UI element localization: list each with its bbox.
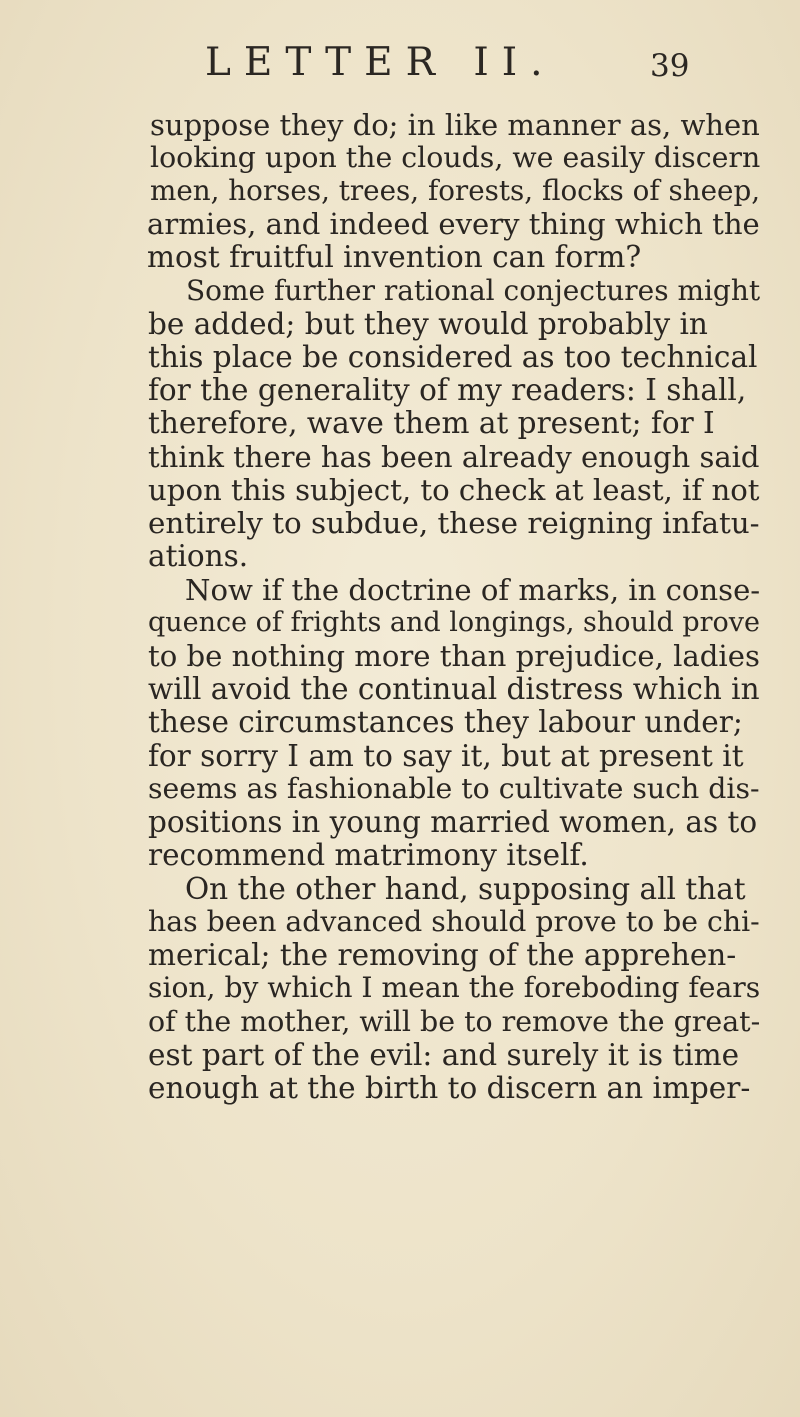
text-line: ations.: [148, 539, 249, 573]
text-line: quence of frights and longings, should prove: [148, 607, 761, 638]
text-line: for the generality of my readers: I shall,: [148, 373, 747, 407]
text-line: upon this subject, to check at least, if not: [148, 473, 760, 507]
text-line: suppose they do; in like manner as, when: [150, 108, 760, 142]
running-head-title: LETTER II.: [205, 40, 556, 85]
text-line: men, horses, trees, forests, flocks of sheep,: [150, 174, 761, 207]
text-line: Now if the doctrine of marks, in conse-: [185, 573, 761, 607]
text-line: seems as fashionable to cultivate such dis-: [148, 772, 760, 805]
page-number: 39: [650, 48, 690, 84]
text-line: these circumstances they labour under;: [148, 705, 743, 739]
text-line: armies, and indeed every thing which the: [147, 207, 760, 241]
text-line: will avoid the continual distress which in: [148, 672, 760, 706]
text-line: for sorry I am to say it, but at present it: [148, 739, 744, 773]
text-line: think there has been already enough said: [148, 440, 760, 474]
text-line: enough at the birth to discern an imper-: [148, 1071, 751, 1105]
text-line: of the mother, will be to remove the great-: [148, 1005, 761, 1038]
text-line: On the other hand, supposing all that: [185, 872, 746, 906]
text-line: recommend matrimony itself.: [148, 838, 589, 872]
text-line: looking upon the clouds, we easily discern: [150, 141, 761, 174]
text-line: entirely to subdue, these reigning infatu-: [148, 506, 760, 540]
text-line: merical; the removing of the apprehen-: [148, 938, 737, 972]
text-line: this place be considered as too technical: [148, 340, 758, 374]
text-line: est part of the evil: and surely it is time: [148, 1038, 740, 1072]
text-line: has been advanced should prove to be chi-: [148, 905, 760, 938]
text-line: sion, by which I mean the foreboding fears: [148, 971, 761, 1004]
text-line: to be nothing more than prejudice, ladies: [148, 639, 760, 673]
text-line: be added; but they would probably in: [148, 307, 708, 341]
text-line: therefore, wave them at present; for I: [148, 406, 715, 440]
text-line: positions in young married women, as to: [148, 805, 758, 839]
text-line: most fruitful invention can form?: [147, 240, 642, 274]
text-line: Some further rational conjectures might: [186, 274, 761, 307]
